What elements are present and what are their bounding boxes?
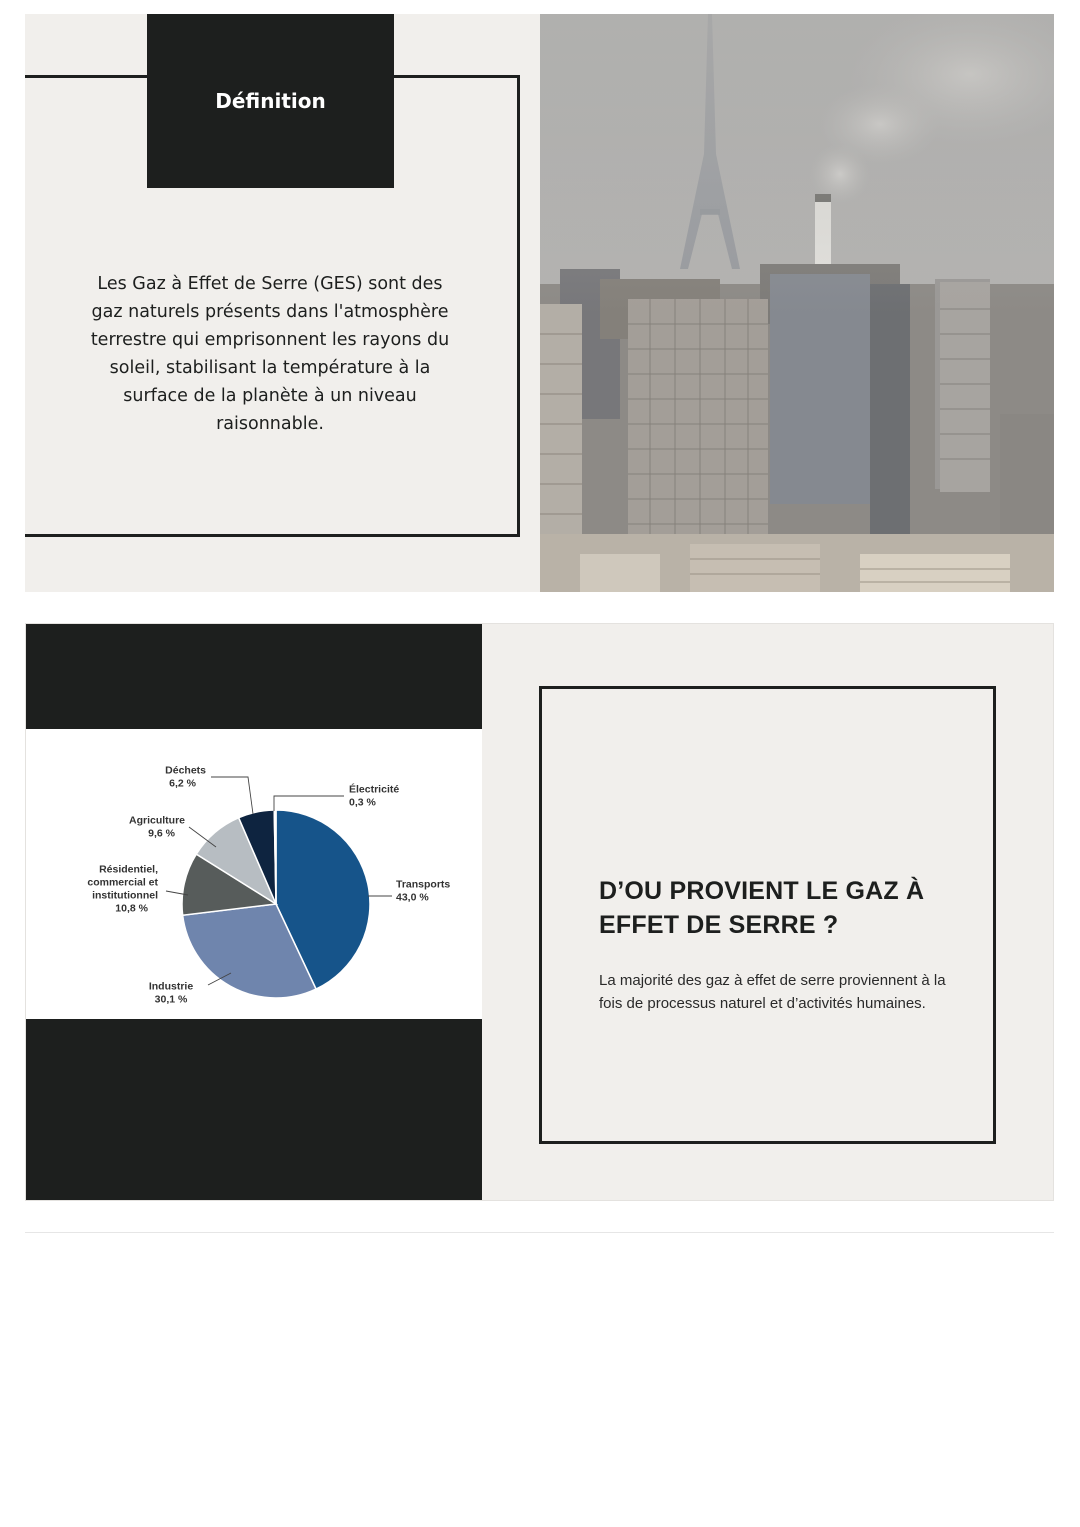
pie-label-2: [87, 864, 188, 915]
pie-leader-line-5: [274, 796, 344, 811]
pie-label-3: [129, 815, 216, 848]
pie-category-label-1: Industrie: [148, 980, 194, 993]
page-divider: [25, 1232, 1054, 1233]
pie-label-0: [368, 879, 450, 904]
pie-chart-card: [26, 729, 482, 1019]
pie-category-label-0: Transports: [396, 878, 451, 891]
slide-definition: [25, 14, 1054, 592]
pie-category-label-2: Résidentiel,: [99, 863, 158, 876]
pie-value-label-4: 6,2 %: [169, 777, 196, 790]
sources-heading: D’OU PROVIENT LE GAZ À EFFET DE SERRE ?: [599, 877, 925, 939]
definition-title: Définition: [215, 89, 326, 113]
pie-value-label-3: 9,6 %: [148, 827, 175, 840]
smog-city-photo: [540, 14, 1054, 592]
pie-label-4: [165, 765, 253, 815]
pie-category-label-4: Déchets: [165, 764, 206, 777]
pie-value-label-5: 0,3 %: [349, 796, 376, 809]
pie-category-label-2: institutionnel: [92, 889, 158, 902]
pie-leader-line-4: [211, 777, 253, 814]
pie-label-5: [274, 783, 399, 812]
pie-category-label-5: Électricité: [349, 783, 400, 796]
pie-value-label-2: 10,8 %: [115, 902, 148, 915]
pie-category-label-2: commercial et: [87, 876, 158, 889]
definition-text: Les Gaz à Effet de Serre (GES) sont des gaz naturels présents dans l'atmosphère terrestre qui emprisonnent les rayons du soleil, stabilisant la température à la surface de la planète à un niveau raisonnable.: [90, 274, 450, 434]
slide-sources: [25, 623, 1054, 1201]
sources-body: La majorité des gaz à effet de serre proviennent à la fois de processus naturel et d’activités humaines.: [599, 972, 946, 1012]
pie-value-label-0: 43,0 %: [396, 891, 429, 904]
pie-category-label-3: Agriculture: [128, 814, 185, 827]
pie-value-label-1: 30,1 %: [154, 993, 188, 1006]
pie-chart: [26, 729, 482, 1019]
definition-title-box: [147, 14, 394, 188]
